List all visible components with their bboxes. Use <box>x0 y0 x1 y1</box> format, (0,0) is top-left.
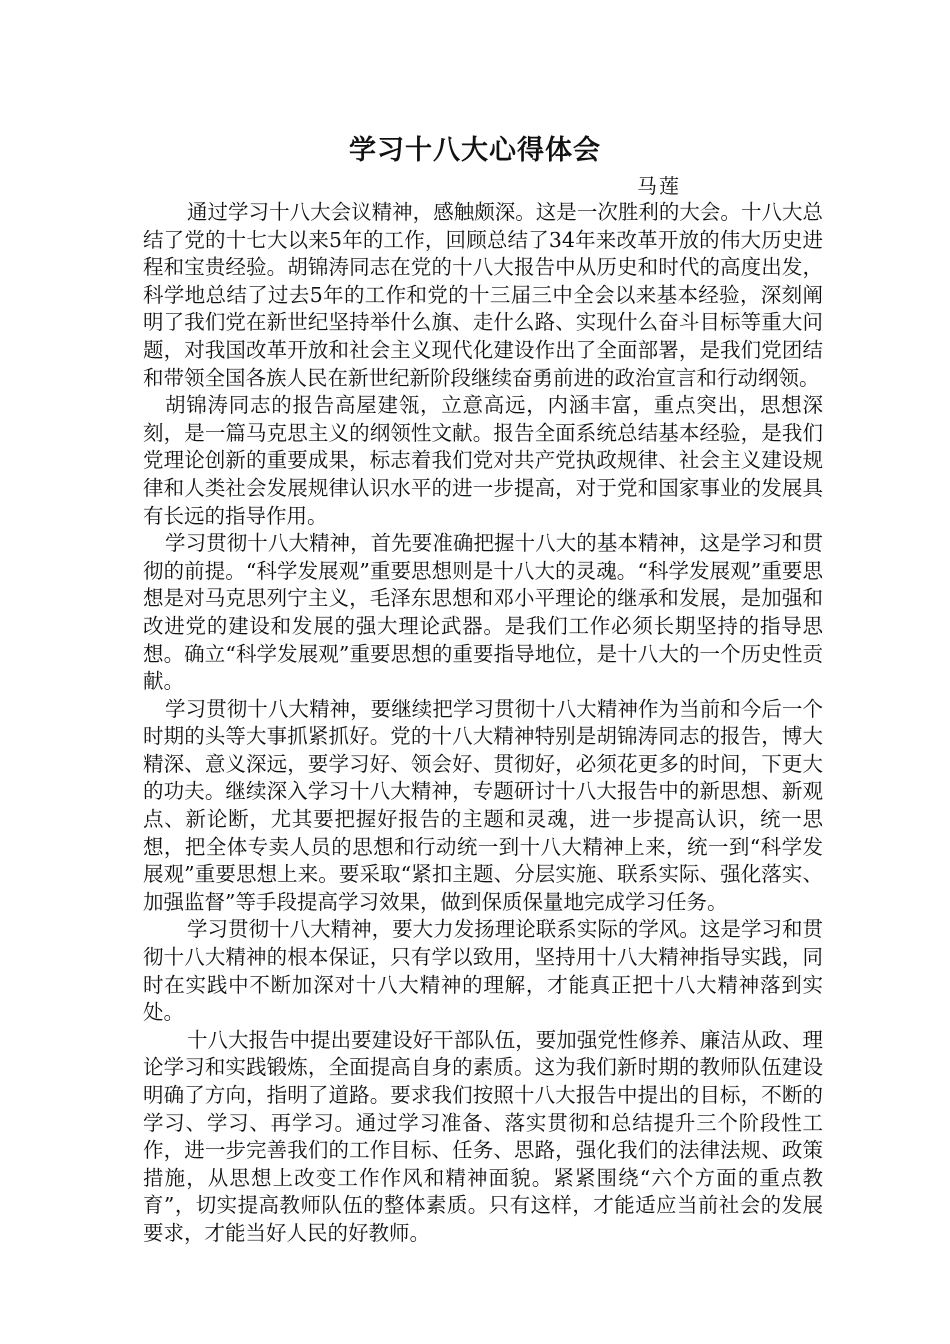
paragraph-3: 学习贯彻十八大精神，首先要准确把握十八大的基本精神，这是学习和贯彻的前提。“科学发展观”重要思想则是十八大的灵魂。“科学发展观”重要思想是对马克思列宁主义，毛泽东思想和邓小平理论的继承和发展，是加强和改进党的建设和发展的强大理论武器。是我们工作必须长期坚持的指导思想。确立“科学发展观”重要思想的重要指导地位，是十八大的一个历史性贡献。 <box>143 531 823 694</box>
paragraph-1: 通过学习十八大会议精神，感触颇深。这是一次胜利的大会。十八大总结了党的十七大以来5年的工作，回顾总结了34年来改革开放的伟大历史进程和宝贵经验。胡锦涛同志在党的十八大报告中从历史和时代的高度出发，科学地总结了过去5年的工作和党的十三届三中全会以来基本经验，深刻阐明了我们党在新世纪坚持举什么旗、走什么路、实现什么奋斗目标等重大问题，对我国改革开放和社会主义现代化建设作出了全面部署，是我们党团结和带领全国各族人民在新世纪新阶段继续奋勇前进的政治宣言和行动纲领。 <box>143 200 823 390</box>
paragraph-5: 学习贯彻十八大精神，要大力发扬理论联系实际的学风。这是学习和贯彻十八大精神的根本保证，只有学以致用，坚持用十八大精神指导实践，同时在实践中不断加深对十八大精神的理解，才能真正把十八大精神落到实处。 <box>143 917 823 1025</box>
paragraph-4: 学习贯彻十八大精神，要继续把学习贯彻十八大精神作为当前和今后一个时期的头等大事抓紧抓好。党的十八大精神特别是胡锦涛同志的报告，博大精深、意义深远，要学习好、领会好、贯彻好，必须花更多的时间，下更大的功夫。继续深入学习十八大精神，专题研讨十八大报告中的新思想、新观点、新论断，尤其要把握好报告的主题和灵魂，进一步提高认识，统一思想，把全体专卖人员的思想和行动统一到十八大精神上来，统一到“科学发展观”重要思想上来。要采取“紧扣主题、分层实施、联系实际、强化落实、加强监督”等手段提高学习效果，做到保质保量地完成学习任务。 <box>143 696 823 914</box>
document-body <box>143 199 823 1248</box>
document-author: 马莲 <box>637 174 681 198</box>
paragraph-2: 胡锦涛同志的报告高屋建瓴，立意高远，内涵丰富，重点突出，思想深刻，是一篇马克思主义的纲领性文献。报告全面系统总结基本经验，是我们党理论创新的重要成果，标志着我们党对共产党执政规律、社会主义建设规律和人类社会发展规律认识水平的进一步提高，对于党和国家事业的发展具有长远的指导作用。 <box>143 393 823 528</box>
document-title: 学习十八大心得体会 <box>349 135 601 166</box>
paragraph-6: 十八大报告中提出要建设好干部队伍，要加强党性修养、廉洁从政、理论学习和实践锻炼，全面提高自身的素质。这为我们新时期的教师队伍建设明确了方向，指明了道路。要求我们按照十八大报告中提出的目标，不断的学习、学习、再学习。通过学习准备、落实贯彻和总结提升三个阶段性工作，进一步完善我们的工作目标、任务、思路，强化我们的法律法规、政策措施，从思想上改变工作作风和精神面貌。紧紧围绕“六个方面的重点教育”，切实提高教师队伍的整体素质。只有这样，才能适应当前社会的发展要求，才能当好人民的好教师。 <box>143 1027 823 1245</box>
